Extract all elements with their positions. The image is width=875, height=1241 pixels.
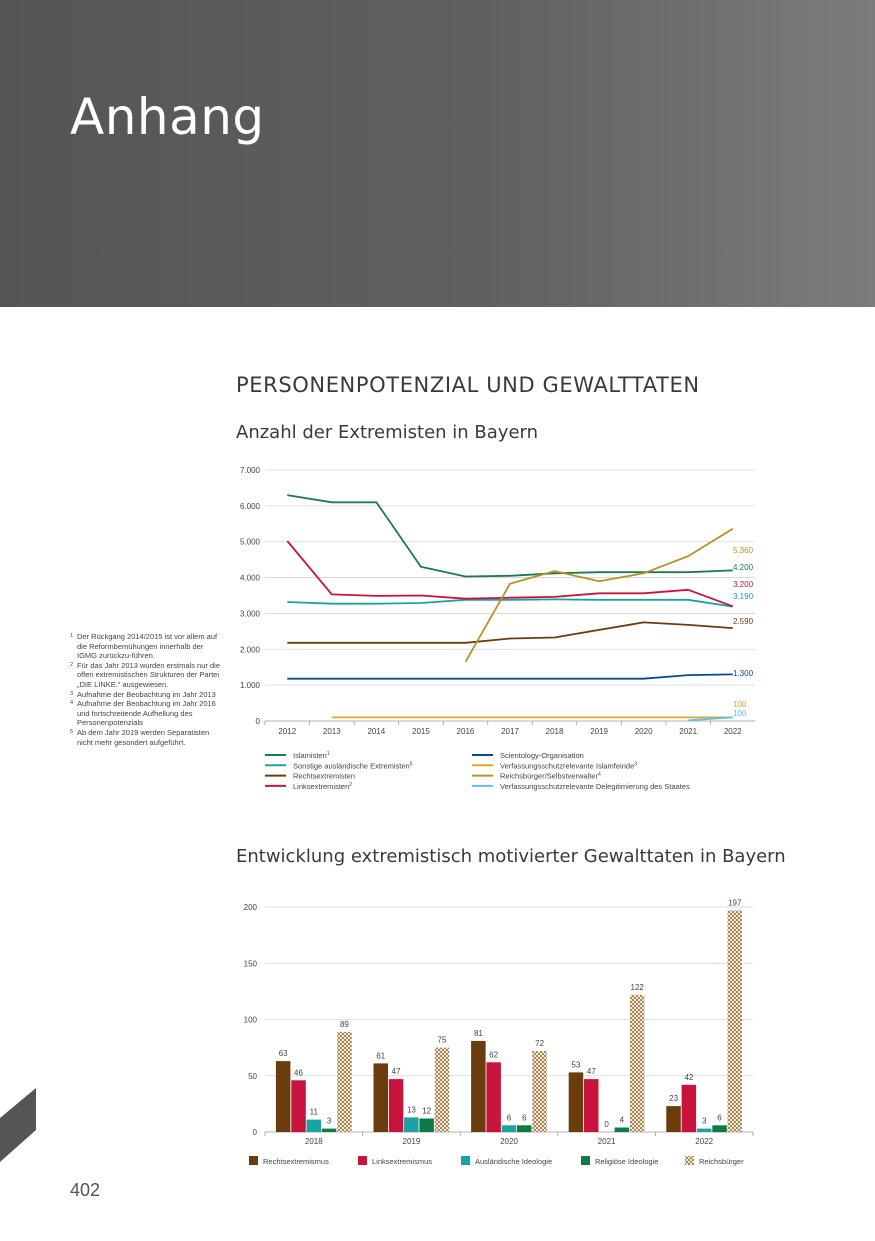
- bar-value-label: 6: [506, 1113, 512, 1123]
- bar-value-label: 122: [630, 982, 644, 992]
- legend-label: Sonstige ausländische Extremisten$^5$: [293, 761, 413, 771]
- footnotes: [70, 632, 220, 747]
- bar: [471, 1041, 486, 1132]
- legend-swatch: [685, 1156, 694, 1165]
- y-tick-label: 50: [248, 1071, 257, 1081]
- y-tick-label: 4.000: [239, 573, 260, 583]
- bar: [419, 1119, 434, 1133]
- y-tick-label: 0: [252, 1128, 257, 1137]
- x-tick-label: 2018: [545, 727, 564, 736]
- legend-label: Verfassungsschutzrelevante Delegitimierung des Staates: [500, 781, 690, 791]
- x-tick-label: 2016: [456, 727, 475, 736]
- legend-label: Ausländische Ideologie: [475, 1157, 553, 1166]
- legend-label: Islamisten$^1$: [293, 751, 330, 760]
- x-tick-label: 2022: [695, 1137, 714, 1146]
- bar: [615, 1128, 630, 1133]
- bar-value-label: 3: [701, 1116, 707, 1126]
- bar: [307, 1120, 322, 1132]
- x-tick-label: 2018: [304, 1137, 323, 1146]
- series-line: [287, 622, 732, 642]
- legend-label: Reichsbürger/Selbstverwalter$^4$: [500, 771, 601, 781]
- line-chart: [228, 462, 768, 802]
- x-tick-label: 2015: [412, 727, 430, 736]
- bar-value-label: 75: [437, 1035, 447, 1045]
- bar-value-label: 63: [278, 1049, 288, 1059]
- y-tick-label: 150: [243, 959, 257, 969]
- bar: [337, 1032, 352, 1132]
- bar: [697, 1129, 712, 1132]
- x-tick-label: 2019: [402, 1137, 421, 1146]
- end-value-label: 100: [733, 700, 747, 709]
- bar: [532, 1051, 547, 1132]
- x-tick-label: 2013: [322, 727, 341, 736]
- x-tick-label: 2021: [597, 1137, 616, 1146]
- x-tick-label: 2021: [679, 727, 698, 736]
- series-line: [287, 674, 732, 678]
- footnote: 4 Aufnahme der Beobachtung im Jahr 2016 und fortschreitende Aufhellung des Personenpotenzials: [70, 699, 216, 728]
- bar-value-label: 89: [339, 1019, 349, 1029]
- end-value-label: 5.360: [733, 546, 754, 555]
- header-banner: [0, 0, 875, 307]
- bar-value-label: 81: [473, 1028, 483, 1038]
- bar: [517, 1125, 532, 1132]
- bar: [435, 1048, 450, 1132]
- x-tick-label: 2014: [367, 727, 386, 736]
- bar: [666, 1106, 681, 1132]
- bar-value-label: 0: [604, 1120, 609, 1129]
- legend-label: Scientology-Organisation: [500, 751, 584, 760]
- y-tick-label: 200: [243, 903, 257, 912]
- x-tick-label: 2017: [501, 727, 519, 736]
- bar-value-label: 47: [586, 1067, 596, 1077]
- x-tick-label: 2020: [500, 1137, 518, 1146]
- bar-chart-title: Entwicklung extremistisch motivierter Gewalttaten in Bayern: [236, 846, 786, 867]
- legend-label: Verfassungsschutzrelevante Islamfeinde$^3$: [500, 761, 638, 771]
- footnote: 2 Für das Jahr 2013 wurden erstmals nur die offen extremistischen Strukturen der Partei „DIE LINKE.“ ausgewiesen.: [70, 660, 220, 689]
- legend-swatch: [581, 1156, 590, 1165]
- bar-value-label: 4: [619, 1115, 625, 1125]
- end-value-label: 100: [733, 709, 747, 718]
- legend-label: Linksextremismus: [372, 1157, 433, 1166]
- section-title: PERSONENPOTENZIAL UND GEWALTTATEN: [236, 373, 700, 397]
- bar-value-label: 12: [422, 1106, 432, 1116]
- series-line: [466, 529, 733, 662]
- bar-value-label: 62: [489, 1050, 499, 1060]
- bar-value-label: 61: [376, 1051, 386, 1061]
- corner-decoration: [0, 1088, 40, 1168]
- x-tick-label: 2022: [723, 727, 742, 736]
- bar-value-label: 6: [522, 1113, 527, 1123]
- end-value-label: 3.200: [733, 580, 754, 589]
- y-tick-label: 0: [255, 717, 260, 726]
- end-value-label: 4.200: [733, 563, 754, 572]
- bar: [374, 1063, 389, 1132]
- bar: [728, 910, 743, 1132]
- y-tick-label: 1.000: [239, 681, 260, 691]
- bar: [486, 1062, 501, 1132]
- bar-value-label: 13: [406, 1105, 416, 1115]
- x-tick-label: 2012: [278, 727, 297, 736]
- legend-swatch: [358, 1156, 367, 1165]
- bar-chart: [228, 895, 768, 1175]
- bar: [630, 995, 645, 1132]
- series-line: [287, 599, 732, 606]
- footnote: 1 Der Rückgang 2014/2015 ist vor allem auf die Reformbemühungen innerhalb der IGMG zurückzu-führen.: [70, 632, 218, 661]
- legend-label: Linksextremisten$^2$: [293, 781, 353, 791]
- bar-value-label: 53: [571, 1060, 581, 1070]
- bar-value-label: 197: [728, 898, 742, 908]
- bar-value-label: 72: [535, 1039, 545, 1048]
- legend-label: Rechtsextremisten: [293, 771, 356, 781]
- bar-value-label: 3: [326, 1116, 332, 1126]
- legend-label: Religiöse Ideologie: [595, 1157, 659, 1166]
- bar: [276, 1061, 291, 1132]
- bar: [322, 1129, 337, 1132]
- bar: [584, 1079, 599, 1132]
- bar-value-label: 11: [309, 1107, 318, 1117]
- bar-value-label: 23: [669, 1094, 679, 1104]
- y-tick-label: 6.000: [239, 501, 260, 511]
- bar: [502, 1125, 517, 1132]
- series-line: [287, 541, 732, 606]
- bar: [404, 1117, 419, 1132]
- y-tick-label: 2.000: [239, 645, 260, 655]
- bar-value-label: 42: [684, 1072, 694, 1082]
- bar-value-label: 46: [294, 1068, 303, 1078]
- y-tick-label: 100: [243, 1015, 257, 1025]
- bar: [712, 1125, 727, 1132]
- x-tick-label: 2020: [634, 727, 653, 736]
- page-title: Anhang: [70, 88, 265, 146]
- end-value-label: 2.590: [733, 617, 754, 626]
- bar: [389, 1079, 404, 1132]
- legend-swatch: [249, 1156, 258, 1165]
- bar-value-label: 47: [391, 1067, 401, 1077]
- y-tick-label: 3.000: [239, 609, 260, 619]
- page-number: 402: [70, 1180, 101, 1200]
- legend-swatch: [461, 1156, 470, 1165]
- y-tick-label: 7.000: [239, 466, 260, 475]
- bar: [682, 1085, 697, 1132]
- end-value-label: 1.300: [733, 669, 754, 678]
- footnote: 3 Aufnahme der Beobachtung im Jahr 2013: [70, 689, 216, 699]
- x-tick-label: 2019: [590, 727, 608, 736]
- footnote: 5 Ab dem Jahr 2019 werden Separatisten nicht mehr gesondert aufgeführt.: [70, 727, 210, 747]
- line-chart-title: Anzahl der Extremisten in Bayern: [236, 422, 539, 443]
- legend-label: Reichsbürger: [699, 1157, 744, 1166]
- bar: [569, 1072, 584, 1132]
- bar: [291, 1080, 306, 1132]
- bar-value-label: 6: [717, 1113, 722, 1123]
- y-tick-label: 5.000: [239, 537, 260, 547]
- legend-label: Rechtsextremismus: [263, 1157, 329, 1166]
- end-value-label: 3.190: [733, 592, 754, 601]
